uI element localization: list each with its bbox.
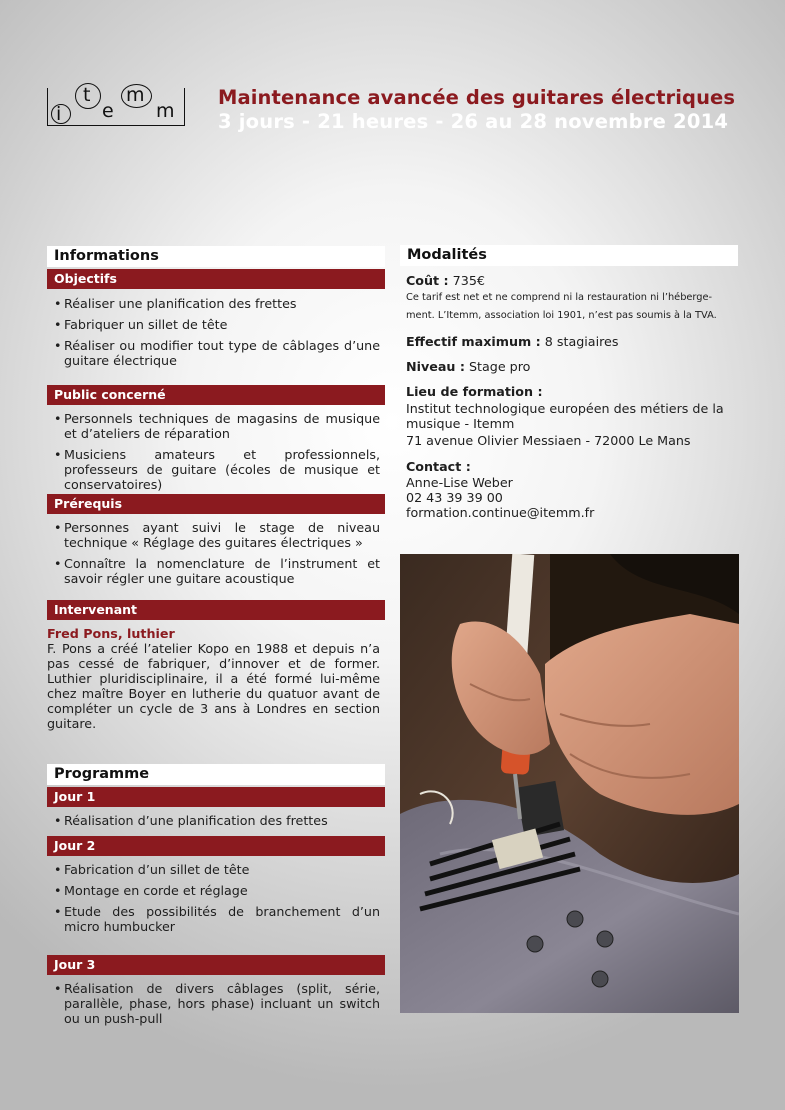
list-item: • Réaliser ou modifier tout type de câblages d’une guitare électrique <box>47 338 385 368</box>
informations-section <box>47 246 385 374</box>
list-item: • Musiciens amateurs et professionnels, professeurs de guitare (écoles de musique et conservatoires) <box>47 447 385 492</box>
lieu-line1: Institut technologique européen des métiers de la musique - Itemm <box>406 401 724 431</box>
list-item: • Personnels techniques de magasins de musique et d’ateliers de réparation <box>47 411 385 441</box>
cout-note-1: Ce tarif est net et ne comprend ni la restauration ni l’héberge- <box>406 292 713 303</box>
contact-phone: 02 43 39 39 00 <box>406 490 503 505</box>
intervenant-bio: F. Pons a créé l’atelier Kopo en 1988 et depuis n’a pas cessé de fabriquer, d’innover et de former. Luthier pluridisciplinaire, il a été formé lui-même chez maître Boyer en lutherie du quatuor avant de compléter un cycle de 3 ans à Londres en section guitare. <box>47 641 380 731</box>
public-list <box>47 411 385 492</box>
effectif-block <box>406 334 738 349</box>
contact-label: Contact : <box>406 459 471 474</box>
soldering-illustration <box>400 554 739 1013</box>
workshop-photo <box>400 554 739 1013</box>
list-item: • Réaliser une planification des frettes <box>47 296 385 311</box>
jour2-bar: Jour 2 <box>47 836 385 856</box>
niveau-value: Stage pro <box>468 359 531 374</box>
list-item: • Réalisation de divers câblages (split, série, parallèle, phase, hors phase) incluant un switch ou un push-pull <box>47 981 385 1026</box>
jour2-section <box>47 836 385 940</box>
jour2-list <box>47 862 385 934</box>
jour3-bar: Jour 3 <box>47 955 385 975</box>
programme-heading: Programme <box>47 764 385 785</box>
list-item: • Montage en corde et réglage <box>47 883 385 898</box>
lieu-block <box>406 384 738 448</box>
jour1-list <box>47 813 385 828</box>
intervenant-name: Fred Pons, luthier <box>47 626 175 641</box>
public-section <box>47 385 385 498</box>
list-item: • Connaître la nomenclature de l’instrument et savoir régler une guitare acoustique <box>47 556 385 586</box>
page-title: Maintenance avancée des guitares électriques <box>218 86 736 109</box>
jour1-bar: Jour 1 <box>47 787 385 807</box>
logo-letter-m: m <box>126 84 145 106</box>
programme-section <box>47 764 385 834</box>
effectif-value: 8 stagiaires <box>544 334 619 349</box>
contact-email[interactable]: formation.continue@itemm.fr <box>406 505 595 520</box>
itemm-logo <box>47 78 187 130</box>
modalites-heading: Modalités <box>400 245 738 266</box>
objectifs-list <box>47 296 385 368</box>
cout-block <box>406 273 738 325</box>
lieu-line2: 71 avenue Olivier Messiaen - 72000 Le Mans <box>406 433 691 448</box>
prerequis-list <box>47 520 385 586</box>
list-item: • Personnes ayant suivi le stage de niveau technique « Réglage des guitares électriques » <box>47 520 385 550</box>
cout-value: 735€ <box>452 273 485 288</box>
intervenant-bar: Intervenant <box>47 600 385 620</box>
effectif-label: Effectif maximum : <box>406 334 541 349</box>
intervenant-section <box>47 600 385 731</box>
contact-name: Anne-Lise Weber <box>406 475 513 490</box>
contact-block <box>406 459 738 520</box>
modalites-section <box>400 245 738 266</box>
jour3-section <box>47 955 385 1032</box>
public-bar: Public concerné <box>47 385 385 405</box>
prerequis-bar: Prérequis <box>47 494 385 514</box>
list-item: • Fabrication d’un sillet de tête <box>47 862 385 877</box>
niveau-label: Niveau : <box>406 359 465 374</box>
cout-note-2: ment. L’Itemm, association loi 1901, n’est pas soumis à la TVA. <box>406 310 717 321</box>
logo-letter-t: t <box>83 84 91 106</box>
niveau-block <box>406 359 738 374</box>
prerequis-section <box>47 494 385 592</box>
logo-letter-e: e <box>102 100 114 122</box>
cout-label: Coût : <box>406 273 449 288</box>
list-item: • Fabriquer un sillet de tête <box>47 317 385 332</box>
page-subtitle: 3 jours - 21 heures - 26 au 28 novembre 2014 <box>218 110 729 133</box>
logo-letter-m2: m <box>156 100 175 122</box>
jour3-list <box>47 981 385 1026</box>
list-item: • Etude des possibilités de branchement d’un micro humbucker <box>47 904 385 934</box>
list-item: • Réalisation d’une planification des frettes <box>47 813 385 828</box>
informations-heading: Informations <box>47 246 385 267</box>
logo-letter-i: i <box>56 103 62 125</box>
lieu-label: Lieu de formation : <box>406 384 543 399</box>
objectifs-bar: Objectifs <box>47 269 385 289</box>
